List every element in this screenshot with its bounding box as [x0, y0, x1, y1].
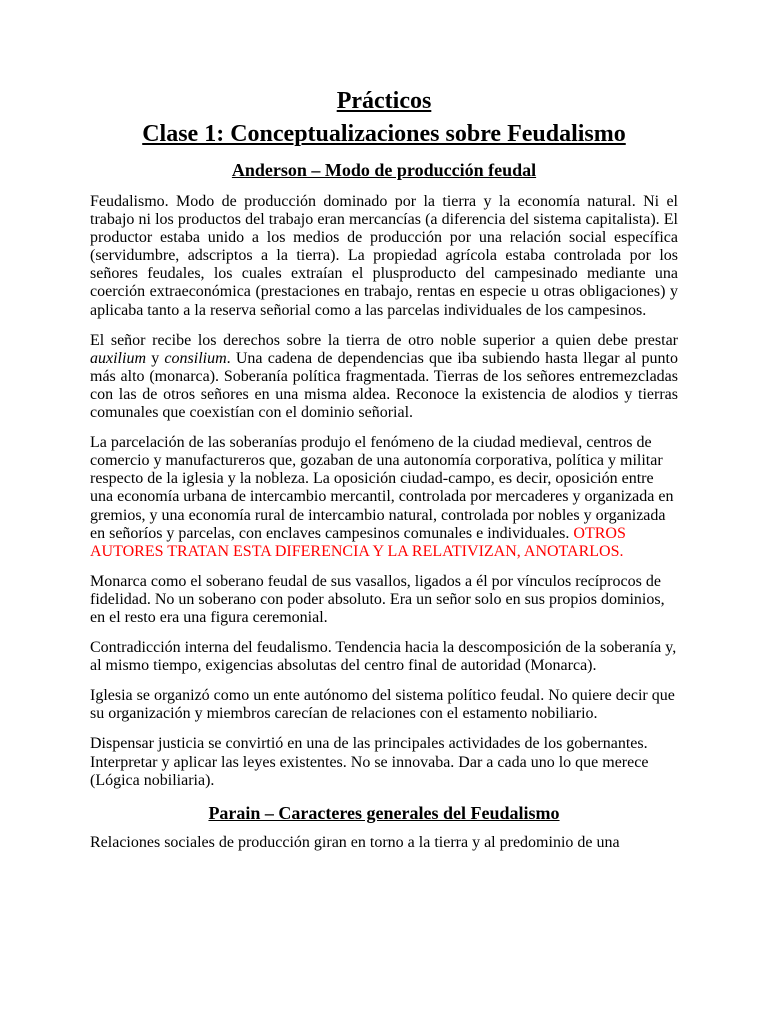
paragraph-justicia: Dispensar justicia se convirtió en una de las principales actividades de los gobernantes. Interpretar y aplicar las leyes existentes. No se innovaba. Dar a cada uno lo que merece (Lógica nobiliaria).: [90, 735, 649, 789]
paragraph-senor: [90, 332, 678, 422]
paragraph-parcelacion: [90, 434, 678, 561]
paragraph-senor-text-a: El señor recibe los derechos sobre la tierra de otro noble superior a quien debe prestar: [90, 331, 678, 349]
paragraph-iglesia: Iglesia se organizó como un ente autónomo del sistema político feudal. No quiere decir que su organización y miembros carecían de relaciones con el estamento nobiliario.: [90, 687, 675, 723]
paragraph-senor-text-e: . Una cadena de dependencias que iba subiendo hasta llegar al punto más alto (monarca). Soberanía política fragmentada. Tierras de los señores entremezcladas con las de otros señores en una misma aldea. Reconoce la existencia de alodios y tierras comunales que coexistían con el dominio señorial.: [90, 349, 678, 422]
paragraph-feudalismo: Feudalismo. Modo de producción dominado por la tierra y la economía natural. Ni el trabajo ni los productos del trabajo eran mercancías (a diferencia del sistema capitalista). El productor estaba unido a los medios de producción por una relación social específica (servidumbre, adscriptos a la tierra). La propiedad agrícola estaba controlada por los señores feudales, los cuales extraían el plusproducto del campesinado mediante una coerción extraeconómica (prestaciones en trabajo, rentas en especie u otras obligaciones) y aplicaba tanto a la reserva señorial como a las parcelas individuales de los campesinos.: [90, 193, 678, 319]
paragraph-relaciones: Relaciones sociales de producción giran en torno a la tierra y al predominio de una: [90, 833, 620, 851]
document-title: Prácticos: [336, 88, 432, 114]
term-auxilium: auxilium: [90, 349, 146, 367]
paragraph-contradiccion: Contradicción interna del feudalismo. Tendencia hacia la descomposición de la soberanía y, al mismo tiempo, exigencias absolutas del centro final de autoridad (Monarca).: [90, 639, 677, 675]
document-subtitle: Clase 1: Conceptualizaciones sobre Feudalismo: [142, 121, 626, 147]
paragraph-parcelacion-text: La parcelación de las soberanías produjo el fenómeno de la ciudad medieval, centros de comercio y manufactureros que, gozaban de una autonomía corporativa, política y militar respecto de la iglesia y la nobleza. La oposición ciudad-campo, es decir, oposición entre una economía urbana de intercambio mercantil, controlada por mercaderes y organizada en gremios, y una economía rural de intercambio natural, controlada por nobles y organizada en señoríos y parcelas, con enclaves campesinos comunales e individuales.: [90, 434, 674, 542]
term-consilium: consilium: [164, 349, 227, 367]
paragraph-monarca: Monarca como el soberano feudal de sus vasallos, ligados a él por vínculos recíprocos de fidelidad. No un soberano con poder absoluto. Era un señor solo en sus propios dominios, en el resto era una figura ceremonial.: [90, 572, 665, 626]
paragraph-senor-text-c: y: [146, 349, 165, 367]
section-heading-anderson: Anderson – Modo de producción feudal: [231, 160, 537, 180]
note-red-annotation: OTROS AUTORES TRATAN ESTA DIFERENCIA Y LA RELATIVIZAN, ANOTARLOS.: [90, 524, 626, 560]
section-heading-parain: Parain – Caracteres generales del Feudalismo: [208, 802, 560, 823]
